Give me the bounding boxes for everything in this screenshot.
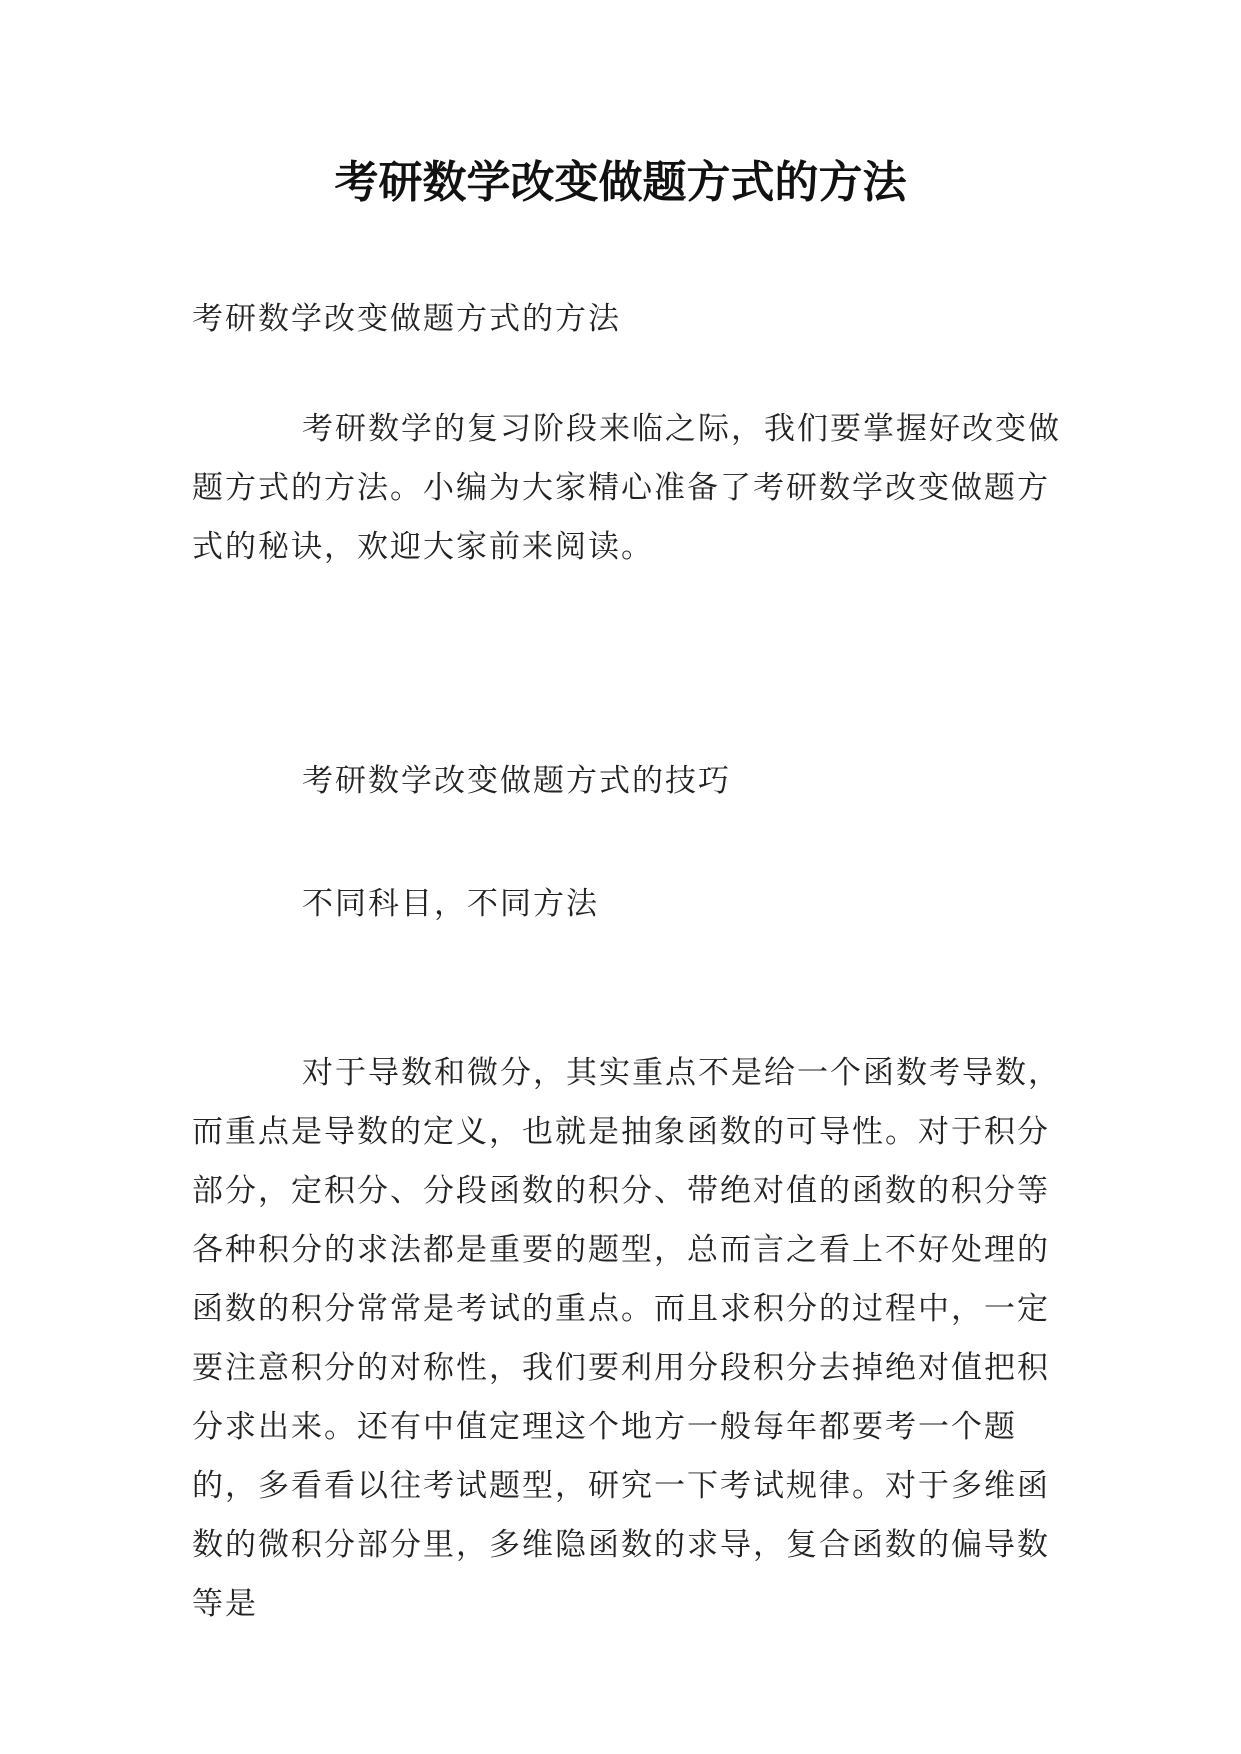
sub-heading: 不同科目，不同方法	[302, 886, 599, 922]
body-paragraph: 对于导数和微分，其实重点不是给一个函数考导数，而重点是导数的定义，也就是抽象函数的可导性。对于积分部分，定积分、分段函数的积分、带绝对值的函数的积分等各种积分的求法都是重要的题型，总而言之看上不好处理的函数的积分常常是考试的重点。而且求积分的过程中，一定要注意积分的对称性，我们要利用分段积分去掉绝对值把积分求出来。还有中值定理这个地方一般每年都要考一个题的，多看看以往考试题型，研究一下考试规律。对于多维函数的微积分部分里，多维隐函数的求导，复合函数的偏导数等是	[192, 1055, 1061, 1622]
section-heading: 考研数学改变做题方式的技巧	[302, 763, 731, 799]
intro-paragraph: 考研数学的复习阶段来临之际，我们要掌握好改变做题方式的方法。小编为大家精心准备了考研数学改变做题方式的秘诀，欢迎大家前来阅读。	[192, 411, 1061, 565]
document-subtitle: 考研数学改变做题方式的方法	[192, 301, 621, 337]
document-title: 考研数学改变做题方式的方法	[334, 157, 907, 208]
